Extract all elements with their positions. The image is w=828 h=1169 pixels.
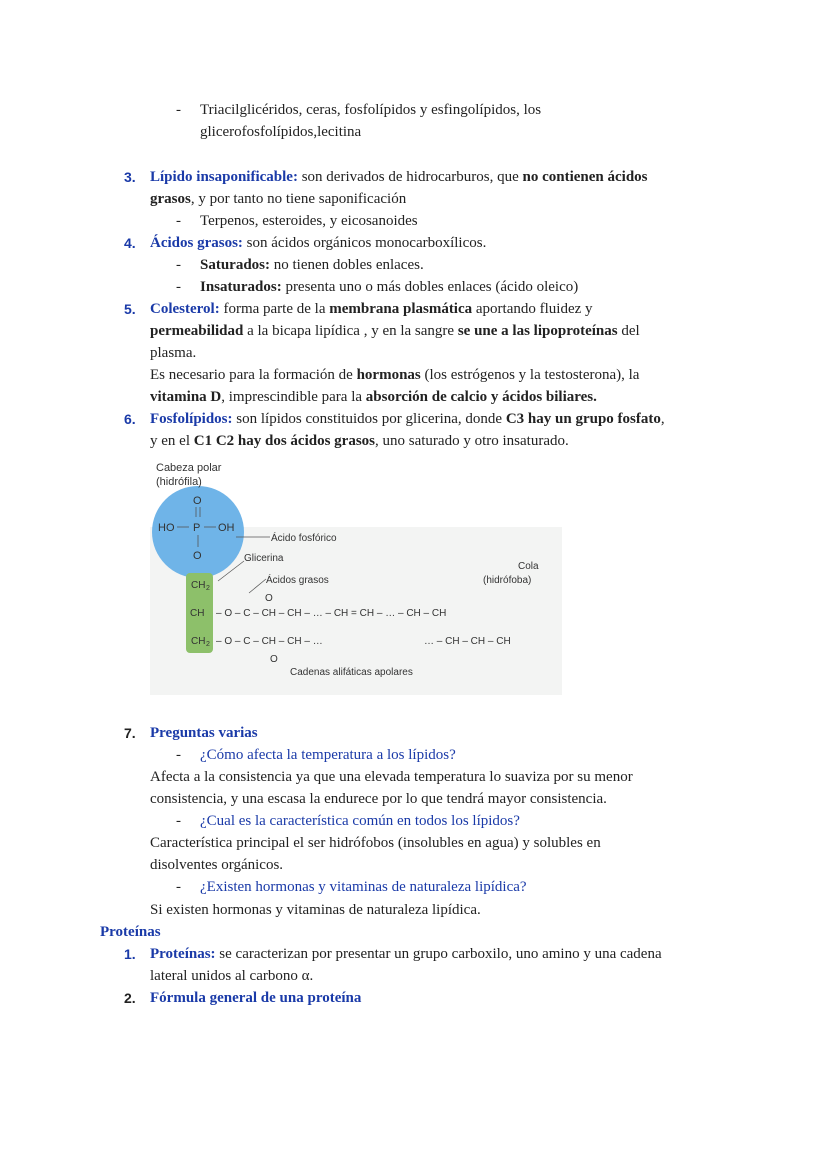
bullet-dash: - bbox=[176, 213, 181, 229]
bold-text: se une a las lipoproteínas bbox=[457, 323, 618, 339]
item-formula-general: Fórmula general de una proteína bbox=[150, 990, 362, 1006]
ch2-bottom-label: CH bbox=[191, 636, 206, 647]
bold-text: no contienen ácidos bbox=[522, 169, 648, 185]
answer-1-line2: consistencia, y una escasa la endurece por lo que tendrá mayor consistencia. bbox=[150, 791, 607, 807]
subscript-2: 2 bbox=[206, 585, 210, 592]
ch-label: CH bbox=[190, 608, 205, 619]
bullet-dash: - bbox=[176, 879, 181, 895]
item-colesterol bbox=[150, 298, 593, 320]
question-1: ¿Cómo afecta la temperatura a los lípidos? bbox=[200, 747, 456, 763]
text: a la bicapa lipídica , y en la sangre bbox=[243, 323, 458, 339]
bold-text: hormonas bbox=[356, 367, 421, 383]
cola-label: Cola bbox=[518, 561, 539, 572]
fatty-acid-chain-2-end: … – CH – CH – CH bbox=[424, 636, 511, 647]
bold-text: C3 hay un grupo fosfato bbox=[505, 411, 661, 427]
oh-label: OH bbox=[218, 522, 235, 534]
list-item-saturados bbox=[200, 254, 424, 276]
text: se caracterizan por presentar un grupo carboxilo, uno amino y una cadena bbox=[215, 946, 662, 962]
item-number-5: 5. bbox=[124, 301, 136, 317]
text: , uno saturado y otro insaturado. bbox=[375, 433, 569, 449]
bold-text: vitamina D bbox=[150, 389, 222, 405]
acidos-grasos-label: Ácidos grasos bbox=[266, 575, 329, 586]
list-item-terpenos: Terpenos, esteroides, y eicosanoides bbox=[200, 213, 418, 229]
bold-text: C1 C2 hay dos ácidos grasos bbox=[193, 433, 376, 449]
bullet-dash: - bbox=[176, 279, 181, 295]
text: , y por tanto no tiene saponificación bbox=[190, 191, 407, 207]
text: no tienen dobles enlaces. bbox=[270, 257, 424, 273]
acido-fosforico-label: Ácido fosfórico bbox=[271, 533, 337, 544]
cabeza-polar-label: Cabeza polar bbox=[156, 462, 222, 474]
term: Ácidos grasos: bbox=[150, 235, 243, 251]
list-item-continuation: glicerofosfolípidos,lecitina bbox=[200, 124, 362, 140]
text: forma parte de la bbox=[219, 301, 330, 317]
text: presenta uno o más dobles enlaces (ácido oleico) bbox=[281, 279, 579, 295]
item-fosfolipidos bbox=[150, 408, 665, 430]
bullet-dash: - bbox=[176, 813, 181, 829]
fatty-acid-chain-2: – O – C – CH – CH – … bbox=[216, 636, 323, 647]
fatty-acid-chain-1: – O – C – CH – CH – … – CH = CH – … – CH – CH bbox=[216, 608, 447, 619]
bullet-dash: - bbox=[176, 747, 181, 763]
cadenas-label: Cadenas alifáticas apolares bbox=[290, 667, 413, 678]
text: , imprescindible para la bbox=[221, 389, 366, 405]
bold-text: grasos bbox=[150, 191, 191, 207]
text: (los estrógenos y la testosterona), la bbox=[420, 367, 640, 383]
item-colesterol-line5 bbox=[150, 386, 597, 408]
answer-2-line2: disolventes orgánicos. bbox=[150, 857, 284, 873]
text: , bbox=[660, 411, 665, 427]
answer-2-line1: Característica principal el ser hidrófobos (insolubles en agua) y solubles en bbox=[150, 835, 601, 851]
term: Lípido insaponificable: bbox=[150, 169, 298, 185]
oxygen-top: O bbox=[193, 495, 202, 507]
bold-text: membrana plasmática bbox=[329, 301, 473, 317]
bold-text: permeabilidad bbox=[150, 323, 244, 339]
hidrofila-label: (hidrófila) bbox=[156, 476, 202, 488]
ho-label: HO bbox=[158, 522, 175, 534]
term: Fosfolípidos: bbox=[150, 411, 233, 427]
phospholipid-diagram bbox=[150, 455, 562, 695]
item-acidos-grasos bbox=[150, 232, 486, 254]
list-item-insaturados bbox=[200, 276, 578, 298]
preguntas-title: Preguntas varias bbox=[150, 725, 258, 741]
term: Insaturados: bbox=[200, 279, 282, 295]
text: son lípidos constituidos por glicerina, donde bbox=[232, 411, 506, 427]
item-number-2: 2. bbox=[124, 990, 136, 1006]
question-2: ¿Cual es la característica común en todos los lípidos? bbox=[200, 813, 520, 829]
item-proteinas bbox=[150, 943, 662, 965]
text: aportando fluidez y bbox=[472, 301, 593, 317]
item-number-3: 3. bbox=[124, 169, 136, 185]
bullet-dash: - bbox=[176, 257, 181, 273]
item-colesterol-line3: plasma. bbox=[150, 345, 197, 361]
glicerina-label: Glicerina bbox=[244, 553, 284, 564]
text: del bbox=[617, 323, 640, 339]
hidrofoba-label: (hidrófoba) bbox=[483, 575, 532, 586]
item-number-1: 1. bbox=[124, 946, 136, 962]
item-number-6: 6. bbox=[124, 411, 136, 427]
item-fosfolipidos-line2 bbox=[150, 430, 569, 452]
text: Es necesario para la formación de bbox=[150, 367, 357, 383]
item-number-7: 7. bbox=[124, 725, 136, 741]
oxygen-mid: O bbox=[193, 550, 202, 562]
term: Saturados: bbox=[200, 257, 271, 273]
item-lipido-insaponificable bbox=[150, 166, 648, 188]
text: y en el bbox=[150, 433, 194, 449]
item-lipido-insaponificable-cont bbox=[150, 188, 406, 210]
question-3: ¿Existen hormonas y vitaminas de naturaleza lipídica? bbox=[200, 879, 527, 895]
item-number-4: 4. bbox=[124, 235, 136, 251]
list-item-triacilgliceridos: Triacilglicéridos, ceras, fosfolípidos y esfingolípidos, los bbox=[200, 102, 542, 118]
phosphorus-label: P bbox=[193, 522, 201, 534]
carbonyl-oxygen-1: O bbox=[265, 593, 273, 604]
text: son derivados de hidrocarburos, que bbox=[297, 169, 523, 185]
answer-3-line1: Si existen hormonas y vitaminas de naturaleza lipídica. bbox=[150, 902, 481, 918]
term: Proteínas: bbox=[150, 946, 216, 962]
section-heading-proteinas: Proteínas bbox=[100, 924, 161, 940]
carbonyl-oxygen-2: O bbox=[270, 654, 278, 665]
ch2-top-label: CH bbox=[191, 580, 206, 591]
item-colesterol-line4 bbox=[150, 364, 639, 386]
subscript-2: 2 bbox=[206, 641, 210, 648]
item-colesterol-line2 bbox=[150, 320, 640, 342]
answer-1-line1: Afecta a la consistencia ya que una elevada temperatura lo suaviza por su menor bbox=[150, 769, 633, 785]
bold-text: absorción de calcio y ácidos biliares. bbox=[365, 389, 597, 405]
text: son ácidos orgánicos monocarboxílicos. bbox=[242, 235, 487, 251]
term: Colesterol: bbox=[150, 301, 220, 317]
bullet-dash: - bbox=[176, 102, 181, 118]
item-proteinas-cont: lateral unidos al carbono α. bbox=[150, 968, 314, 984]
